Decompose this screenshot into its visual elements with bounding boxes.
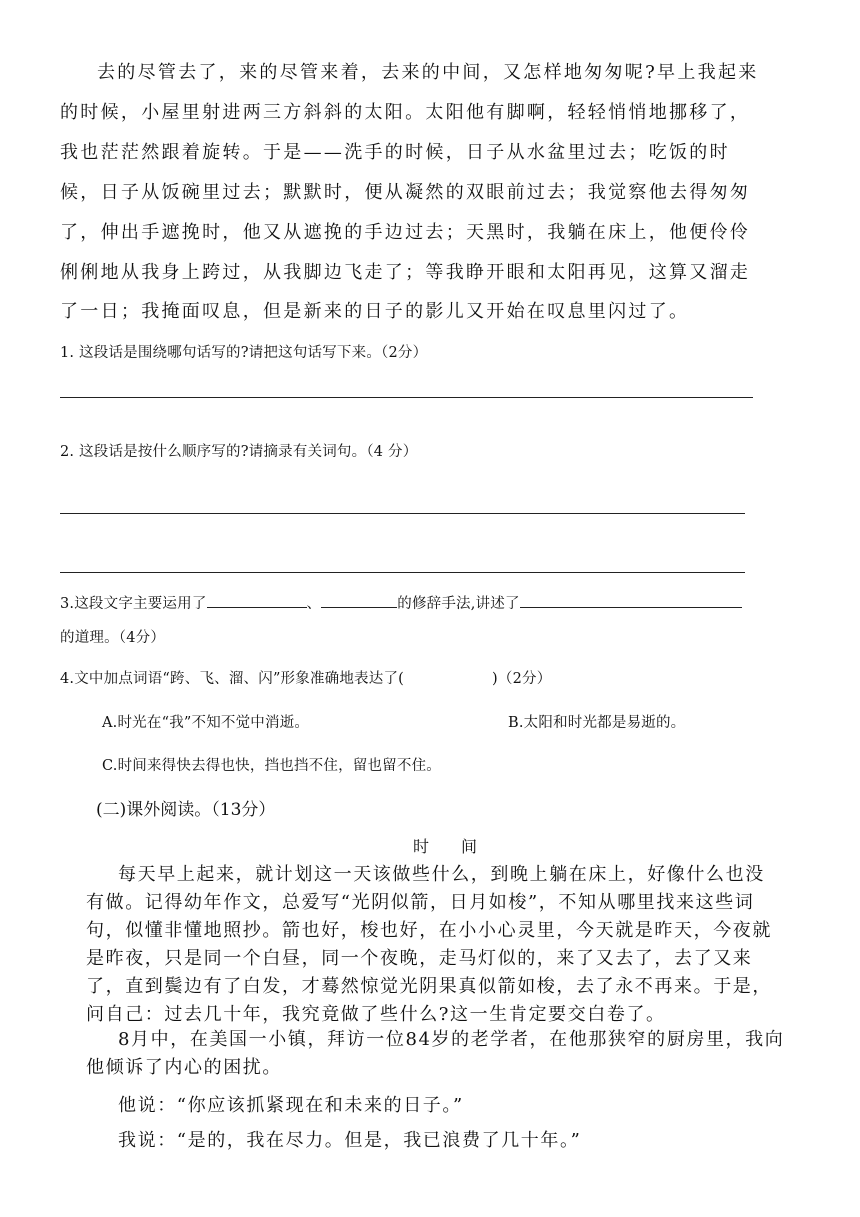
answer-line-q2-2[interactable] <box>60 572 745 573</box>
article-line: 他倾诉了内心的困扰。 <box>86 1057 282 1078</box>
answer-line-q2-1[interactable] <box>60 513 745 514</box>
question-1: 1. 这段话是围绕哪句话写的?请把这句话写下来。（2分） <box>60 345 428 361</box>
question-3-text: 3.这段文字主要运用了 <box>60 596 207 612</box>
article-line: 每天早上起来，就计划这一天该做些什么，到晚上躺在床上，好像什么也没 <box>118 864 765 885</box>
blank-rhetoric-2[interactable] <box>321 593 397 608</box>
passage-line: 了，伸出手遮挽时，他又从遮挽的手边过去；天黑时，我躺在床上，他便伶伶 <box>60 222 751 243</box>
blank-meaning[interactable] <box>520 593 742 608</box>
passage-line: 候，日子从饭碗里过去；默默时，便从凝然的双眼前过去；我觉察他去得匆匆 <box>60 182 751 203</box>
answer-line-q1[interactable] <box>60 397 753 398</box>
question-4-text: 4.文中加点词语“跨、飞、溜、闪”形象准确地表达了( <box>60 671 405 687</box>
article-line: 有做。记得幼年作文，总爱写“光阴似箭，日月如梭”，不知从哪里找来这些词 <box>86 892 755 913</box>
question-2: 2. 这段话是按什么顺序写的?请摘录有关词句。（4 分） <box>60 444 418 460</box>
article-title: 时 间 <box>413 837 478 856</box>
article-line: 问自己：过去几十年，我究竟做了些什么?这一生肯定要交白卷了。 <box>86 1004 666 1025</box>
passage-line: 我也茫茫然跟着旋转。于是——洗手的时候，日子从水盆里过去；吃饭的时 <box>60 142 730 163</box>
question-3-text-2: 的修辞手法,讲述了 <box>397 596 520 612</box>
passage-line: 俐俐地从我身上跨过，从我脚边飞走了；等我睁开眼和太阳再见，这算又溜走 <box>60 262 751 283</box>
passage-line: 的时候，小屋里射进两三方斜斜的太阳。太阳他有脚啊，轻轻悄悄地挪移了， <box>60 102 751 123</box>
section-heading: (二)课外阅读。（13分） <box>96 800 276 820</box>
dialogue-line: 我说：“是的，我在尽力。但是，我已浪费了几十年。” <box>118 1130 582 1151</box>
article-line: 8月中，在美国一小镇，拜访一位84岁的老学者，在他那狭窄的厨房里，我向 <box>118 1029 785 1050</box>
question-3 <box>60 592 742 613</box>
question-4-score: )（2分） <box>492 671 552 687</box>
question-3-separator: 、 <box>306 596 322 612</box>
question-4 <box>60 667 551 688</box>
article-line: 是昨夜，只是同一个白昼，同一个夜晚，走马灯似的，来了又去了，去了又来 <box>86 948 753 969</box>
article-line: 句，似懂非懂地照抄。箭也好，梭也好，在小小心灵里，今天就是昨天，今夜就 <box>86 920 772 941</box>
dialogue-line: 他说：“你应该抓紧现在和未来的日子。” <box>118 1095 464 1116</box>
passage-line: 去的尽管去了，来的尽管来着，去来的中间，又怎样地匆匆呢?早上我起来 <box>97 62 759 83</box>
option-c: C.时间来得快去得也快，挡也挡不住，留也留不住。 <box>102 758 441 774</box>
option-b: B.太阳和时光都是易逝的。 <box>508 715 686 731</box>
option-a: A.时光在“我”不知不觉中消逝。 <box>102 715 310 731</box>
article-line: 了，直到鬓边有了白发，才蓦然惊觉光阴果真似箭如梭，去了永不再来。于是， <box>86 976 772 997</box>
question-3-ending: 的道理。（4分） <box>60 630 166 646</box>
blank-rhetoric-1[interactable] <box>207 593 307 608</box>
passage-line: 了一日；我掩面叹息，但是新来的日子的影儿又开始在叹息里闪过了。 <box>60 301 690 322</box>
